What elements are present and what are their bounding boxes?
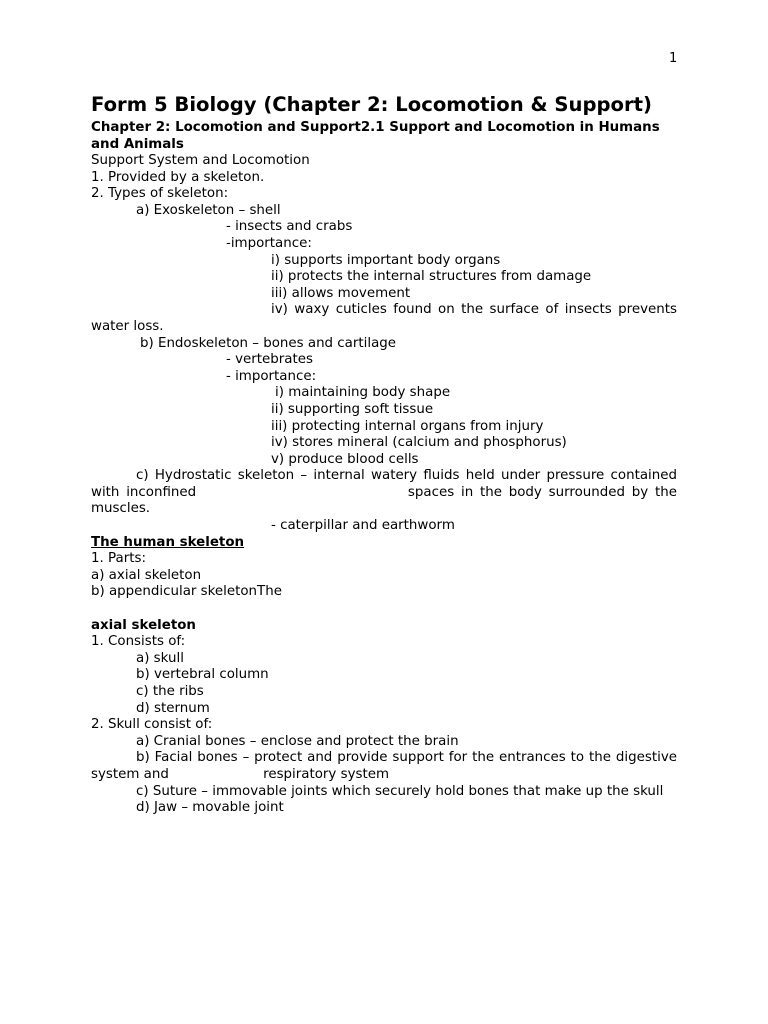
list-item: - importance:: [226, 368, 317, 384]
section-heading: axial skeleton: [91, 617, 196, 633]
list-item: d) sternum: [136, 700, 210, 716]
hydrostatic-text: c) Hydrostatic skeleton – internal watery fluids held under pressure contained with inconfined: [91, 468, 677, 500]
hydrostatic-text-cont: spaces in the body surrounded by the muscles.: [91, 484, 677, 517]
list-item: -importance:: [226, 235, 312, 251]
list-item: ii) supporting soft tissue: [271, 401, 434, 417]
section-heading: The human skeleton: [91, 534, 245, 550]
list-item: iv) waxy cuticles found on the surface of insects prevents water loss.: [91, 302, 677, 334]
text-line: 2. Skull consist of:: [91, 717, 213, 733]
list-item: iii) protecting internal organs from injury: [271, 418, 544, 434]
list-item: b) vertebral column: [136, 667, 269, 683]
list-item: a) Cranial bones – enclose and protect the brain: [136, 733, 459, 749]
list-item: c) Suture – immovable joints which securely hold bones that make up the skull: [136, 783, 664, 799]
list-item: v) produce blood cells: [271, 451, 419, 467]
list-item: [91, 750, 677, 783]
list-item: c) the ribs: [136, 684, 204, 699]
list-item: iv) stores mineral (calcium and phosphorus): [271, 435, 567, 451]
list-item: ii) protects the internal structures from damage: [271, 269, 592, 285]
list-item: - caterpillar and earthworm: [271, 518, 455, 534]
list-item: d) Jaw – movable joint: [136, 800, 284, 816]
text-line: 1. Parts:: [91, 551, 146, 567]
list-item: iii) allows movement: [271, 285, 411, 301]
list-item: i) supports important body organs: [271, 252, 501, 268]
document-title: Form 5 Biology (Chapter 2: Locomotion & Support): [91, 93, 652, 116]
text-line: 1. Consists of:: [91, 634, 186, 650]
text-line: 2. Types of skeleton:: [91, 186, 229, 202]
text-line: Support System and Locomotion: [91, 153, 310, 168]
list-item: b) appendicular skeletonThe: [91, 584, 282, 600]
list-item: - vertebrates: [226, 352, 313, 368]
list-item: [91, 468, 677, 518]
page-number: 1: [669, 51, 678, 66]
text-line: 1. Provided by a skeleton.: [91, 169, 265, 185]
list-item: - insects and crabs: [226, 219, 353, 235]
facial-text-cont: respiratory system: [263, 766, 390, 782]
chapter-heading: Chapter 2: Locomotion and Support2.1 Support and Locomotion in Humans and Animals: [91, 120, 660, 152]
document-body: [91, 90, 677, 817]
list-item: i) maintaining body shape: [275, 385, 451, 401]
list-item: a) Exoskeleton – shell: [136, 202, 281, 218]
list-item: a) axial skeleton: [91, 567, 202, 583]
list-item: b) Endoskeleton – bones and cartilage: [140, 335, 397, 351]
list-item: a) skull: [136, 650, 184, 666]
facial-text: b) Facial bones – protect and provide support for the entrances to the digestive system and: [91, 750, 677, 782]
